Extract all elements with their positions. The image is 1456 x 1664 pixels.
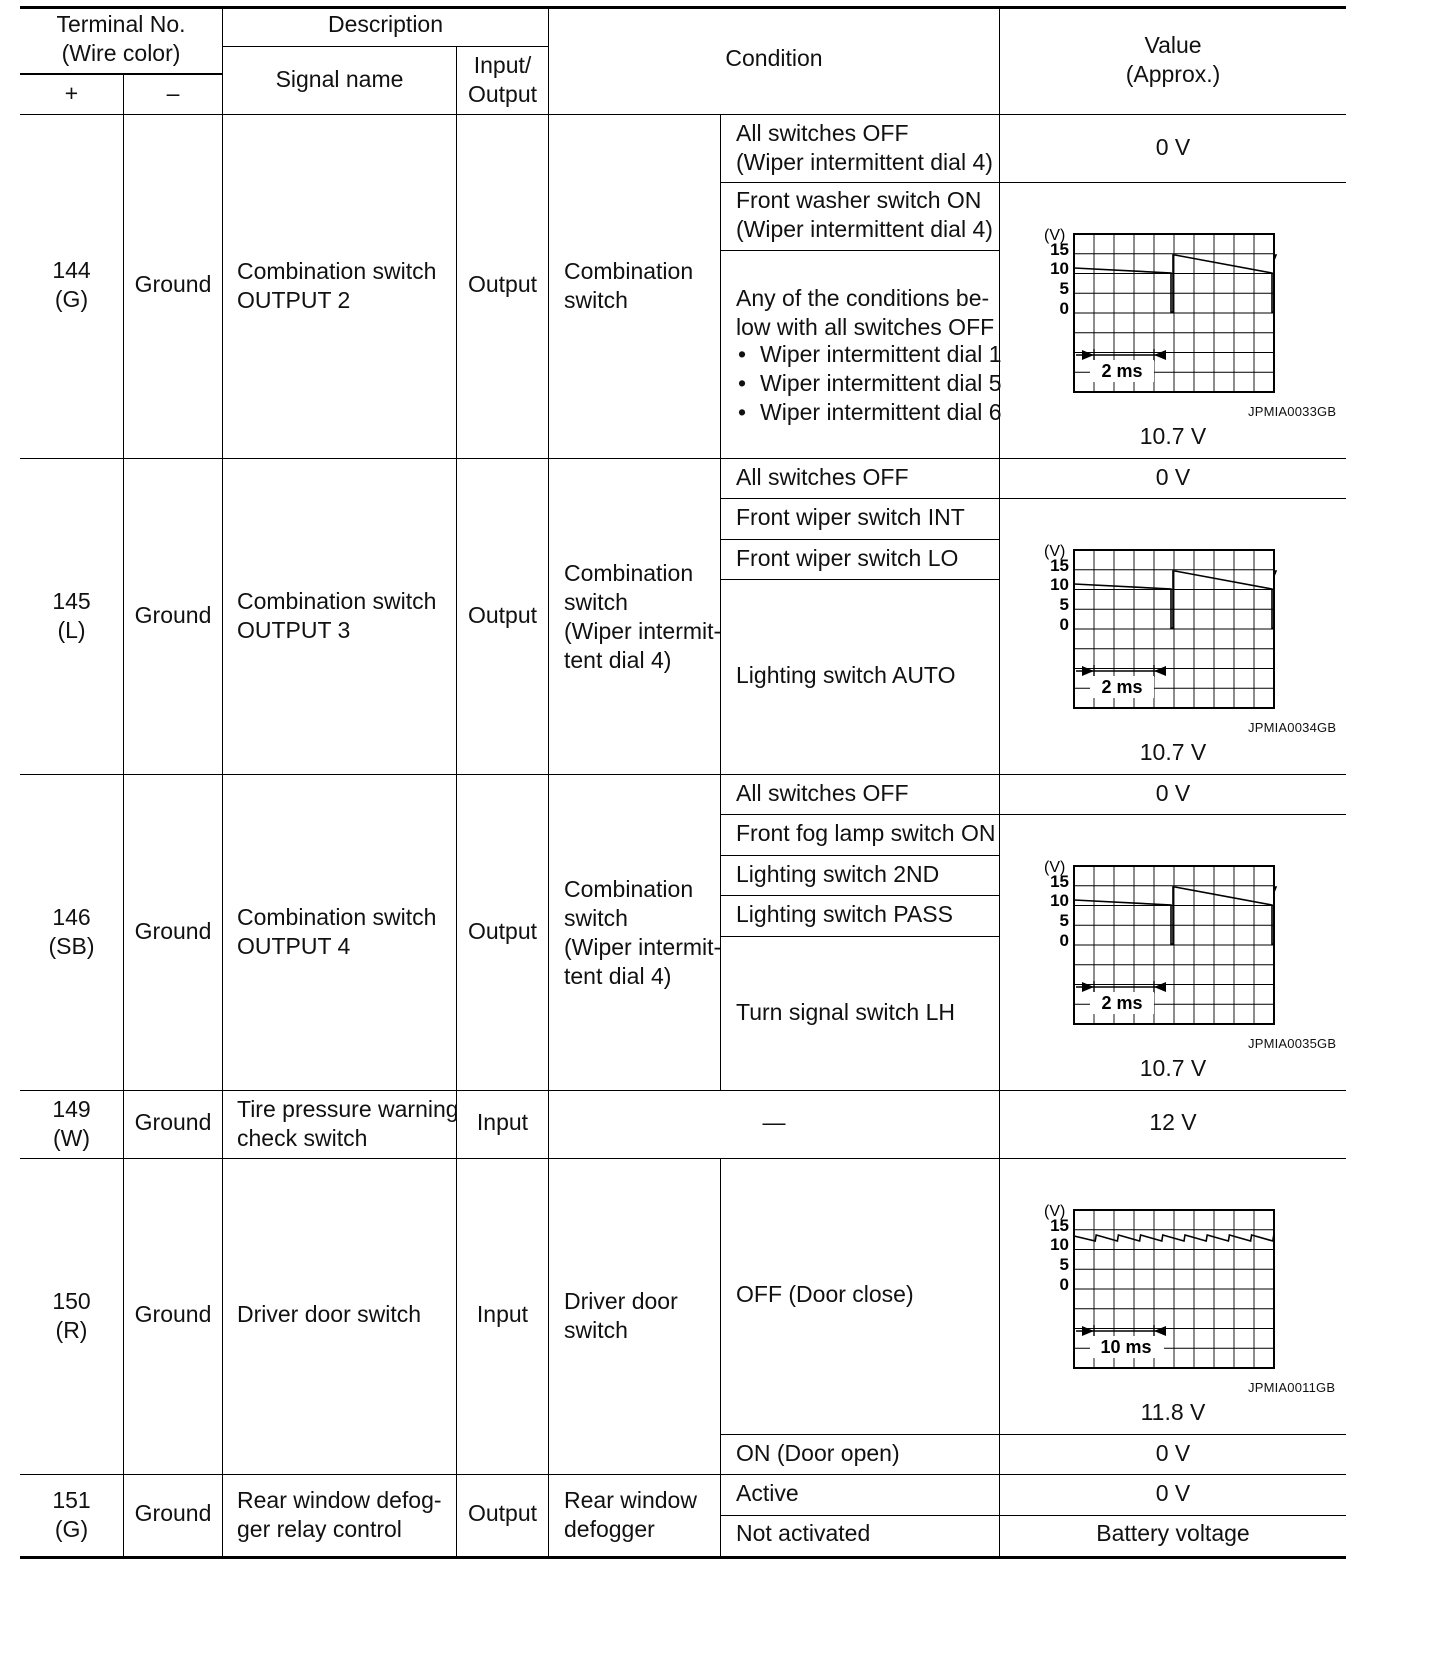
divider — [720, 250, 1000, 251]
value-cell: 10.7 V — [1139, 1055, 1207, 1081]
waveform-svg — [1040, 1198, 1280, 1374]
axis-unit: (V) — [1044, 1203, 1066, 1220]
axis-tick-label: 5 — [1059, 279, 1069, 298]
divider — [720, 1434, 1346, 1435]
divider — [720, 579, 1000, 580]
axis-tick-label: 15 — [1050, 240, 1069, 259]
arrow-left-icon — [1154, 1326, 1166, 1336]
time-division-label: 2 ms — [1101, 677, 1143, 697]
signal-name: Combination switch OUTPUT 4 — [237, 904, 437, 959]
figure-id: JPMIA0033GB — [1248, 404, 1337, 419]
condition-sub: OFF (Door close) — [736, 1281, 914, 1307]
divider — [548, 7, 549, 1558]
waveform-svg — [1040, 538, 1280, 714]
axis-tick-label: 10 — [1050, 259, 1069, 278]
signal-name: Combination switch OUTPUT 2 — [237, 258, 437, 313]
header-terminal-no: Terminal No. (Wire color) — [56, 11, 186, 66]
table-border-bottom — [20, 1556, 1346, 1559]
condition-sub: All switches OFF — [736, 464, 909, 490]
divider — [720, 814, 1346, 815]
value-cell: 10.7 V — [1139, 739, 1207, 765]
condition-sub: All switches OFF — [736, 780, 909, 806]
waveform-figure — [1040, 1198, 1280, 1379]
condition-main: Combination switch — [564, 258, 694, 313]
condition-sub: Any of the conditions be- low with all switches OFF — [736, 285, 995, 340]
value-cell: 0 V — [1155, 780, 1191, 806]
table-border-top — [20, 6, 1346, 9]
arrow-left-icon — [1154, 350, 1166, 360]
condition-sub: Front wiper switch LO — [736, 545, 959, 571]
value-cell: Battery voltage — [1096, 1520, 1250, 1546]
axis-unit: (V) — [1044, 543, 1066, 560]
axis-tick-label: 15 — [1050, 872, 1069, 891]
axis-unit: (V) — [1044, 859, 1066, 876]
condition-sub: ON (Door open) — [736, 1440, 900, 1466]
ground-cell: Ground — [134, 1109, 212, 1135]
arrow-right-icon — [1082, 1326, 1094, 1336]
value-cell: 0 V — [1155, 464, 1191, 490]
divider — [20, 1158, 1346, 1159]
axis-tick-label: 10 — [1050, 891, 1069, 910]
axis-tick-label: 15 — [1050, 556, 1069, 575]
io-cell: Output — [467, 602, 538, 628]
condition-main: Rear window defogger — [564, 1487, 697, 1542]
condition-sub: Lighting switch AUTO — [736, 662, 956, 688]
waveform-trace — [1074, 255, 1276, 312]
axis-tick-label: 10 — [1050, 575, 1069, 594]
time-division-label: 10 ms — [1100, 1337, 1152, 1357]
divider — [720, 936, 1000, 937]
list-item: • Wiper intermittent dial 6 — [736, 398, 1002, 427]
axis-tick-label: 0 — [1059, 1275, 1069, 1294]
signal-name: Tire pressure warning check switch — [237, 1096, 459, 1151]
value-cell: 11.8 V — [1140, 1399, 1206, 1425]
axis-tick-label: 10 — [1050, 1235, 1069, 1254]
divider — [20, 114, 1346, 115]
divider — [720, 498, 1346, 499]
arrow-right-icon — [1082, 350, 1094, 360]
time-division-label: 2 ms — [1101, 993, 1143, 1013]
divider — [20, 458, 1346, 459]
arrow-left-icon — [1154, 666, 1166, 676]
divider — [720, 1515, 1346, 1516]
divider — [720, 182, 1346, 183]
arrow-right-icon — [1082, 982, 1094, 992]
waveform-figure — [1040, 222, 1280, 403]
divider — [222, 7, 223, 1558]
axis-tick-label: 5 — [1059, 1255, 1069, 1274]
value-cell: 0 V — [1155, 1440, 1191, 1466]
header-description: Description — [327, 11, 444, 37]
terminal-number: 146 (SB) — [48, 904, 95, 959]
condition-sub: Lighting switch 2ND — [736, 861, 940, 887]
axis-tick-label: 15 — [1050, 1216, 1069, 1235]
io-cell: Output — [467, 1500, 538, 1526]
axis-tick-label: 0 — [1059, 299, 1069, 318]
axis-tick-label: 5 — [1059, 595, 1069, 614]
figure-id: JPMIA0011GB — [1248, 1380, 1336, 1395]
divider — [720, 1158, 721, 1558]
waveform-svg — [1040, 222, 1280, 398]
arrow-left-icon — [1154, 982, 1166, 992]
header-condition: Condition — [725, 45, 823, 71]
divider — [20, 1474, 1346, 1475]
axis-tick-label: 0 — [1059, 931, 1069, 950]
io-cell: Input — [476, 1109, 529, 1135]
divider — [720, 855, 1000, 856]
divider — [20, 73, 222, 75]
terminal-number: 145 (L) — [52, 588, 91, 643]
io-cell: Output — [467, 271, 538, 297]
waveform-trace — [1074, 887, 1276, 944]
signal-name: Rear window defog- ger relay control — [237, 1487, 442, 1542]
condition-sub: Lighting switch PASS — [736, 901, 953, 927]
divider — [223, 46, 549, 47]
waveform-svg — [1040, 854, 1280, 1030]
value-cell: 10.7 V — [1139, 423, 1207, 449]
time-division-label: 2 ms — [1101, 361, 1143, 381]
axis-tick-label: 5 — [1059, 911, 1069, 930]
list-item: • Wiper intermittent dial 1 — [736, 340, 1002, 369]
condition-main: Combination switch (Wiper intermit- tent dial 4) — [564, 876, 722, 989]
figure-id: JPMIA0035GB — [1248, 1036, 1337, 1051]
condition-sub: Front wiper switch INT — [736, 504, 965, 530]
divider — [720, 895, 1000, 896]
io-cell: Output — [467, 918, 538, 944]
value-cell: 0 V — [1155, 134, 1191, 160]
arrow-right-icon — [1082, 666, 1094, 676]
terminal-number: 151 (G) — [52, 1487, 91, 1542]
list-item: • Wiper intermittent dial 5 — [736, 369, 1002, 398]
condition-sub: All switches OFF (Wiper intermittent dial 4) — [736, 120, 993, 175]
divider — [20, 774, 1346, 775]
terminal-number: 150 (R) — [52, 1288, 91, 1343]
condition-main: Driver door switch — [564, 1288, 678, 1343]
header-plus: + — [64, 80, 79, 106]
waveform-figure — [1040, 538, 1280, 719]
condition-main: Combination switch (Wiper intermit- tent dial 4) — [564, 560, 722, 673]
io-cell: Input — [476, 1301, 529, 1327]
signal-name: Combination switch OUTPUT 3 — [237, 588, 437, 643]
ground-cell: Ground — [134, 602, 212, 628]
header-value: Value (Approx.) — [1125, 32, 1221, 87]
condition-sub: Active — [736, 1480, 799, 1506]
signal-name: Driver door switch — [237, 1301, 422, 1327]
divider — [20, 1090, 1346, 1091]
value-cell: 0 V — [1155, 1480, 1191, 1506]
header-minus: – — [166, 80, 180, 106]
divider — [720, 539, 1000, 540]
ground-cell: Ground — [134, 1500, 212, 1526]
figure-id: JPMIA0034GB — [1248, 720, 1337, 735]
terminal-number: 144 (G) — [52, 257, 91, 312]
ground-cell: Ground — [134, 918, 212, 944]
axis-tick-label: 0 — [1059, 615, 1069, 634]
condition-sub: Not activated — [736, 1520, 871, 1546]
header-signal-name: Signal name — [275, 66, 404, 92]
waveform-trace — [1074, 571, 1276, 628]
ground-cell: Ground — [134, 1301, 212, 1327]
terminal-number: 149 (W) — [52, 1096, 91, 1151]
ground-cell: Ground — [134, 271, 212, 297]
header-input-output: Input/ Output — [467, 52, 538, 107]
condition-sub: Front fog lamp switch ON — [736, 820, 996, 846]
condition-sub: Turn signal switch LH — [736, 999, 956, 1025]
condition-sub: Front washer switch ON (Wiper intermittent dial 4) — [736, 187, 993, 242]
value-cell: 12 V — [1149, 1109, 1197, 1135]
waveform-figure — [1040, 854, 1280, 1035]
condition-main: — — [762, 1109, 786, 1135]
condition-bullet-list — [736, 340, 1002, 427]
axis-unit: (V) — [1044, 227, 1066, 244]
